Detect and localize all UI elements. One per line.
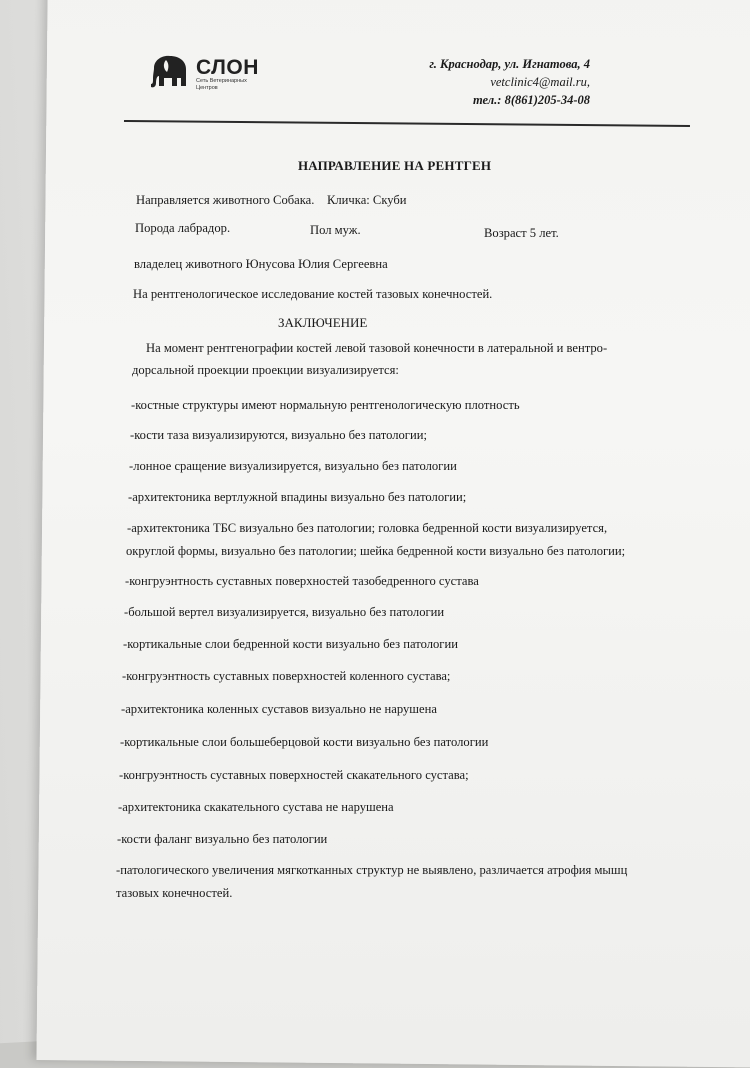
intro-line-2: дорсальной проекции проекции визуализируется: [132, 363, 399, 377]
sex-field: Пол муж. [310, 223, 361, 237]
owner-line: владелец животного Юнусова Юлия Сергеевна [134, 257, 388, 271]
logo-subtitle: Сеть Ветеринарных Центров [196, 78, 247, 91]
header-divider [124, 120, 690, 126]
finding-item: -конгруэнтность суставных поверхностей коленного сустава; [122, 669, 451, 683]
purpose-line: На рентгенологическое исследование костей тазовых конечностей. [133, 287, 493, 301]
clinic-phone: тел.: 8(861)205-34-08 [472, 93, 590, 107]
clinic-contacts [380, 55, 590, 109]
clinic-email: vetclinic4@mail.ru, [490, 75, 590, 89]
intro-line-1: На момент рентгенографии костей левой тазовой конечности в латеральной и вентро- [146, 341, 608, 355]
finding-item: -архитектоника вертлужной впадины визуально без патологии; [128, 490, 467, 504]
animal-line: Направляется животного Собака. Кличка: Скуби [136, 193, 407, 207]
logo-name: СЛОН [196, 56, 259, 79]
finding-item: -кортикальные слои бедренной кости визуально без патологии [123, 637, 458, 651]
clinic-logo [148, 52, 259, 92]
finding-item: -лонное сращение визуализируется, визуально без патологии [129, 459, 457, 473]
finding-item: -архитектоника коленных суставов визуально не нарушена [121, 702, 437, 716]
finding-item: -архитектоника скакательного сустава не нарушена [118, 800, 394, 814]
age-field: Возраст 5 лет. [484, 226, 559, 240]
elephant-icon [148, 52, 192, 92]
finding-item: -кости фаланг визуально без патологии [117, 832, 328, 846]
finding-item: -большой вертел визуализируется, визуально без патологии [124, 605, 445, 619]
finding-item: -костные структуры имеют нормальную рентгенологическую плотность [131, 398, 520, 412]
finding-item: округлой формы, визуально без патологии; шейка бедренной кости визуально без патологии; [126, 544, 626, 558]
document-title: НАПРАВЛЕНИЕ НА РЕНТГЕН [298, 158, 492, 173]
finding-item: -конгруэнтность суставных поверхностей скакательного сустава; [119, 768, 469, 782]
breed-field: Порода лабрадор. [135, 221, 231, 235]
conclusion-title: ЗАКЛЮЧЕНИЕ [278, 315, 368, 330]
finding-item: -кортикальные слои большеберцовой кости визуально без патологии [120, 735, 489, 749]
finding-item: -патологического увеличения мягкотканных структур не выявлено, различается атрофия мышц [116, 863, 628, 877]
finding-item: -архитектоника ТБС визуально без патологии; головка бедренной кости визуализируется, [127, 521, 608, 535]
finding-item: тазовых конечностей. [116, 886, 233, 900]
finding-item: -конгруэнтность суставных поверхностей тазобедренного сустава [125, 574, 479, 588]
finding-item: -кости таза визуализируются, визуально без патологии; [130, 428, 427, 442]
clinic-address: г. Краснодар, ул. Игнатова, 4 [429, 57, 590, 71]
